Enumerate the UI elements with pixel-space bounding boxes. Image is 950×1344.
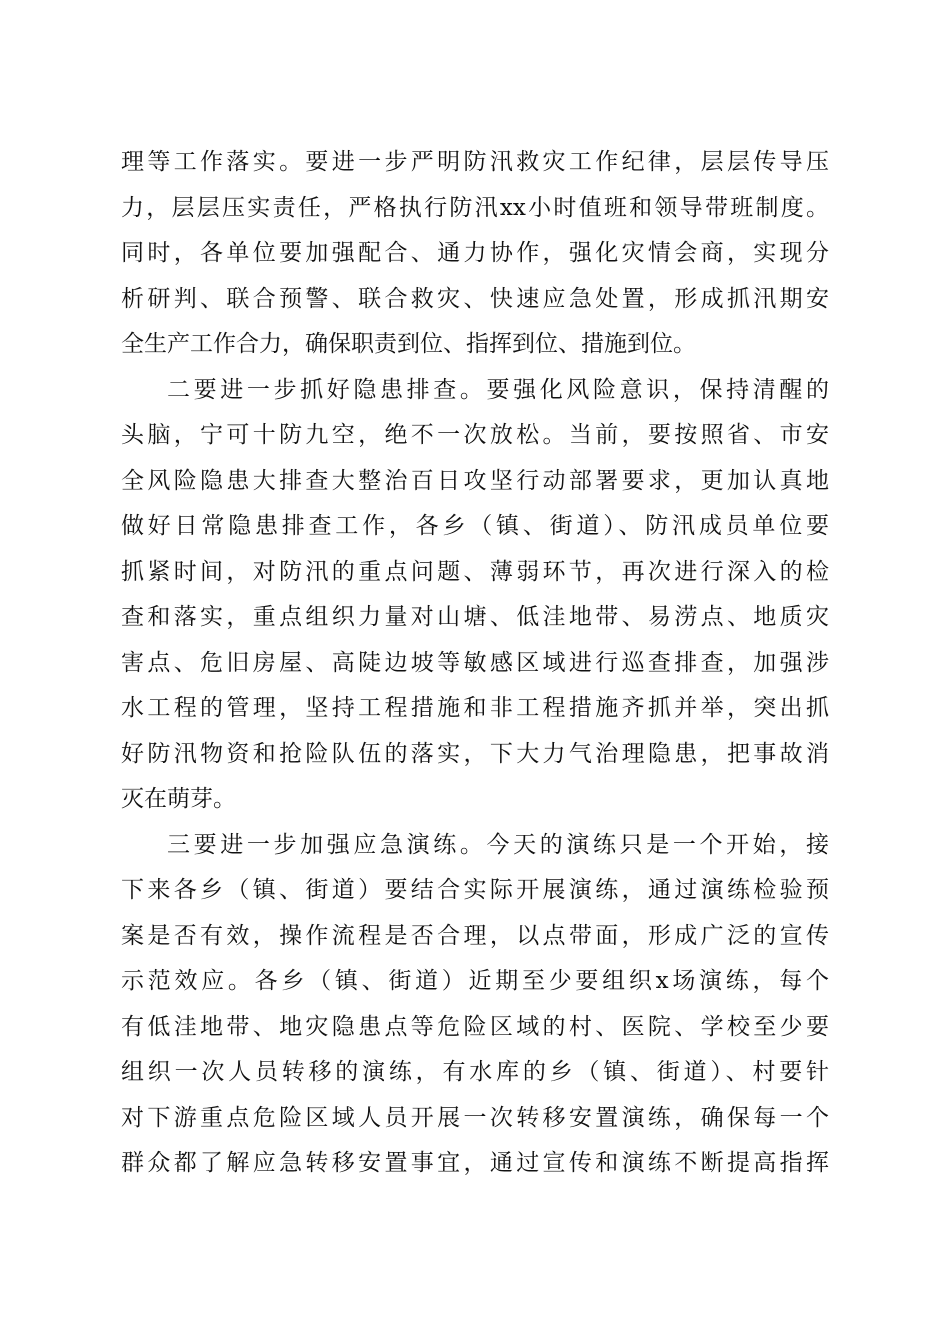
text-line: 对下游重点危险区域人员开展一次转移安置演练，确保每一个 <box>121 1104 829 1131</box>
text-line: 水工程的管理，坚持工程措施和非工程措施齐抓并举，突出抓 <box>121 695 829 721</box>
text-line: 理等工作落实。要进一步严明防汛救灾工作纪律，层层传导压 <box>121 149 829 175</box>
text-line: 抓紧时间，对防汛的重点问题、薄弱环节，再次进行深入的检 <box>121 558 829 585</box>
text-line: 头脑，宁可十防九空，绝不一次放松。当前，要按照省、市安 <box>121 422 829 448</box>
text-line: 三要进一步加强应急演练。今天的演练只是一个开始，接 <box>167 831 829 858</box>
text-line: 全风险隐患大排查大整治百日攻坚行动部署要求，更加认真地 <box>121 467 829 494</box>
text-line: 查和落实，重点组织力量对山塘、低洼地带、易涝点、地质灾 <box>121 604 829 630</box>
text-line: 组织一次人员转移的演练，有水库的乡（镇、街道）、村要针 <box>121 1059 829 1085</box>
text-line: 示范效应。各乡（镇、街道）近期至少要组织x场演练，每个 <box>121 968 829 994</box>
text-line: 同时，各单位要加强配合、通力协作，强化灾情会商，实现分 <box>121 240 829 266</box>
text-line: 做好日常隐患排查工作，各乡（镇、街道）、防汛成员单位要 <box>121 513 829 539</box>
text-line: 力，层层压实责任，严格执行防汛xx小时值班和领导带班制度。 <box>121 194 829 221</box>
text-line: 害点、危旧房屋、高陡边坡等敏感区域进行巡查排查，加强涉 <box>121 649 829 676</box>
text-line: 案是否有效，操作流程是否合理，以点带面，形成广泛的宣传 <box>121 922 829 949</box>
document-body-text <box>121 140 829 1187</box>
text-line: 全生产工作合力，确保职责到位、指挥到位、措施到位。 <box>121 331 696 357</box>
text-line: 灭在萌芽。 <box>121 786 236 812</box>
text-line: 群众都了解应急转移安置事宜，通过宣传和演练不断提高指挥 <box>121 1150 829 1176</box>
text-line: 二要进一步抓好隐患排查。要强化风险意识，保持清醒的 <box>167 376 829 403</box>
text-line: 下来各乡（镇、街道）要结合实际开展演练，通过演练检验预 <box>121 877 829 903</box>
text-line: 好防汛物资和抢险队伍的落实，下大力气治理隐患，把事故消 <box>121 740 829 767</box>
text-line: 有低洼地带、地灾隐患点等危险区域的村、医院、学校至少要 <box>121 1013 829 1040</box>
text-line: 析研判、联合预警、联合救灾、快速应急处置，形成抓汛期安 <box>121 285 829 312</box>
